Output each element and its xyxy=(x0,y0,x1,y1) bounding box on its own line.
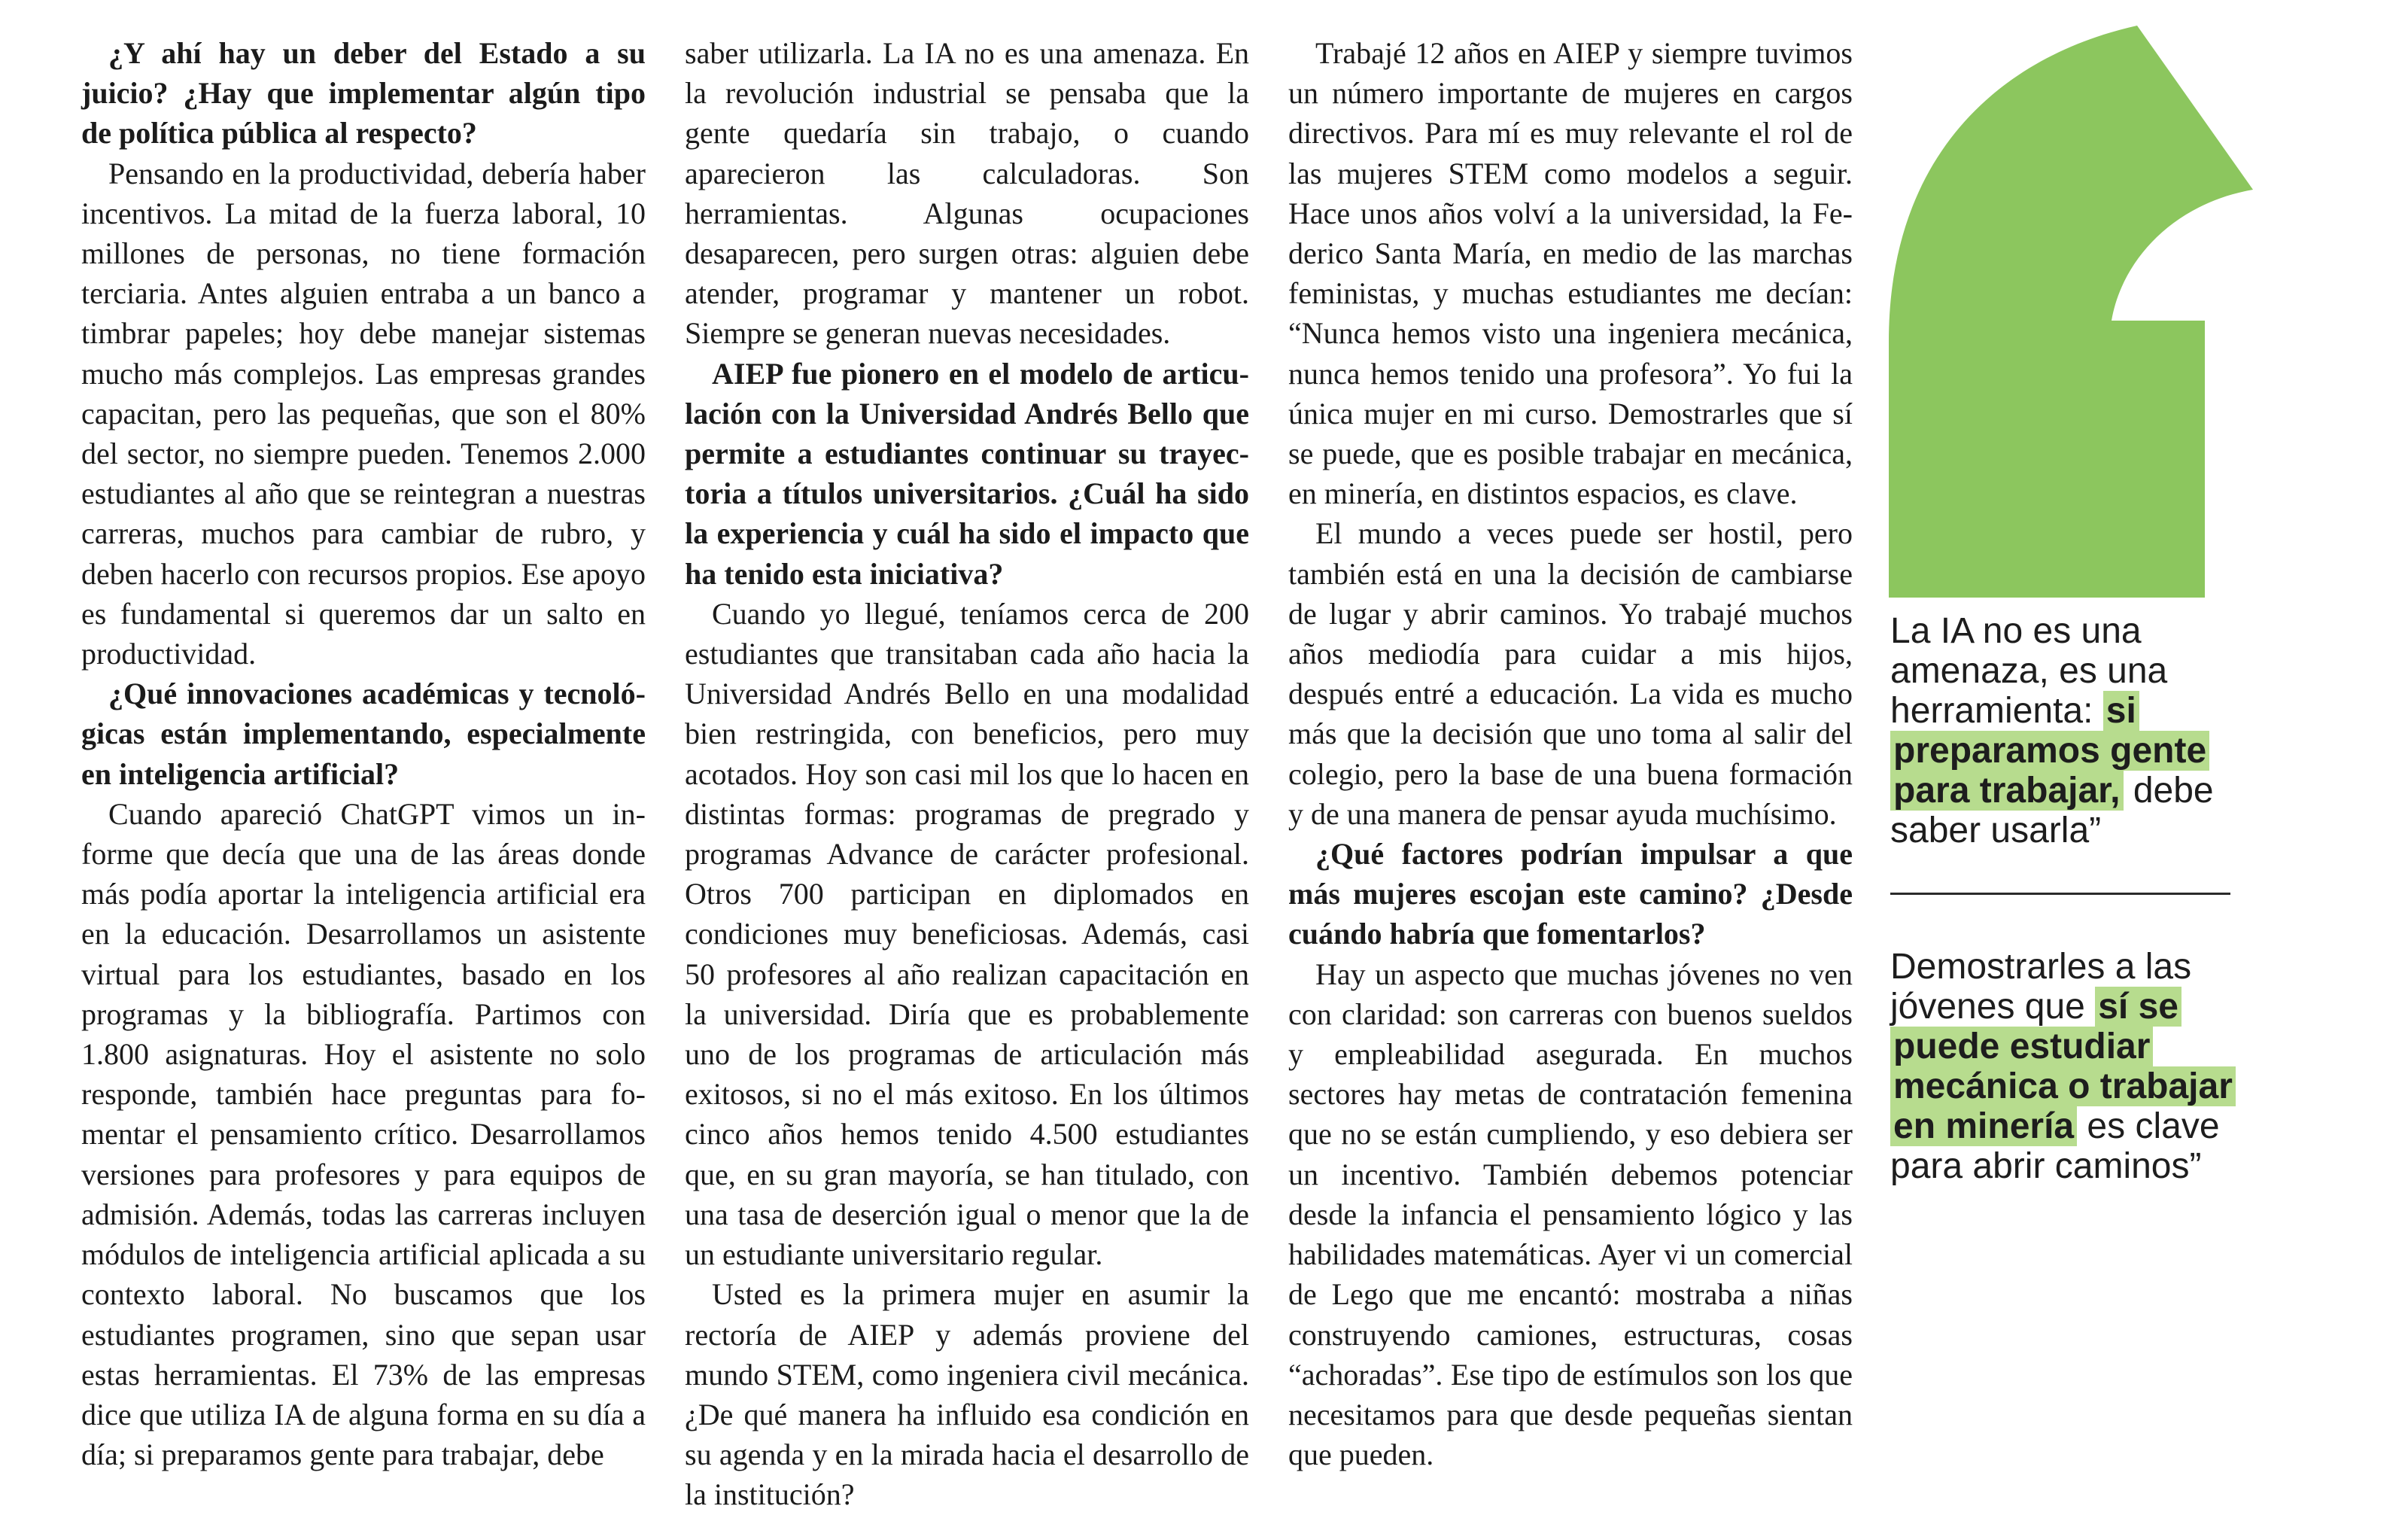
continued-paragraph: saber utilizarla. La IA no es una amenaza. En la revolución industrial se pensaba que la gente quedaría sin trabajo, o cuando aparecieron las calculadoras. Son herramientas. Algunas ocupaciones desaparecen, pero surgen otras: alguien debe atender, programar y mantener un robot. Siempre se generan nuevas necesidades. xyxy=(685,36,1249,351)
article-column-1 xyxy=(81,33,646,1478)
pull-quote-1-highlight: si preparamos gente para trabajar, xyxy=(1890,691,2209,811)
question-paragraph: AIEP fue pionero en el modelo de articulación con la Universidad Andrés Bello que permite a estudiantes continuar su trayectoria a títulos universitarios. ¿Cuál ha sido la experiencia y cuál ha sido el impacto que ha tenido esta iniciativa? xyxy=(685,356,1249,591)
opening-quote-icon xyxy=(1889,26,2258,598)
article-column-2 xyxy=(685,33,1249,1512)
pull-quote-2-ending: es clave para abrir caminos” xyxy=(1890,1106,2220,1186)
pull-quote-1-text: La IA no es una amenaza, es una herramienta: xyxy=(1890,611,2168,731)
answer-paragraph: El mundo a veces puede ser hostil, pero también está en una la decisión de cambiarse de lugar y abrir caminos. Yo trabajé muchos años mediodía para cuidar a mis hijos, después entré a educación. La vida es mucho más que la decisión que uno toma al salir del colegio, pero la base de una buena formación y de una manera de pensar ayuda muchísimo. xyxy=(1288,516,1853,831)
question-paragraph: ¿Qué innovaciones académicas y tecnológicas están implementando, especialmente en inteligencia artificial? xyxy=(81,677,646,791)
answer-paragraph: Hay un aspecto que muchas jóvenes no ven con claridad: son carreras con buenos sueldos y empleabilidad asegurada. En muchos sectores hay metas de contratación femenina que no se están cumpliendo, y eso debiera ser un incentivo. También debemos potenciar desde la infancia el pensamiento lógico y las habilidades matemáticas. Ayer vi un comercial de Lego que me encantó: mostraba a niñas construyendo camiones, estructuras, cosas “achoradas”. Ese tipo de estímulos son los que necesitamos para que desde pequeñas sientan que pueden. xyxy=(1288,957,1853,1472)
pull-quote-2-highlight: sí se puede estudiar mecánica o trabajar en minería xyxy=(1890,987,2236,1146)
question-paragraph: Usted es la primera mujer en asumir la rectoría de AIEP y además proviene del mundo STEM, como ingeniera civil mecánica. ¿De qué manera ha influido esa condición en su agenda y en la mirada hacia el desarrollo de la institución? xyxy=(685,1277,1249,1512)
pull-quote-1-ending: debe saber usarla” xyxy=(1890,771,2214,850)
pull-quote-2 xyxy=(1890,947,2282,1186)
question-paragraph: ¿Y ahí hay un deber del Estado a su juicio? ¿Hay que implementar algún tipo de política pública al respecto? xyxy=(81,36,646,151)
answer-paragraph: Cuando yo llegué, teníamos cerca de 200 estudiantes que transitaban cada año hacia la Universidad Andrés Bello en una modalidad bien restringida, con beneficios, pero muy acotados. Hoy son casi mil los que lo hacen en distintas formas: programas de pregrado y programas Advance de carácter profesional. Otros 700 participan en diplomados en condiciones muy beneficiosas. Además, casi 50 profesores al año realizan capacitación en la universidad. Diría que es probablemente uno de los programas de articulación más exitosos, si no el más exitoso. En los últimos cinco años hemos tenido 4.500 estudiantes que, en su gran mayoría, se han titulado, con una tasa de deserción igual o menor que la de un estudiante universitario regular. xyxy=(685,596,1249,1272)
pull-quote-divider xyxy=(1890,893,2230,895)
pull-quote-1 xyxy=(1890,611,2282,850)
article-column-3 xyxy=(1288,33,1853,1478)
answer-paragraph: Pensando en la productividad, debería haber incentivos. La mitad de la fuerza laboral, 10 millones de personas, no tiene formación terciaria. Antes alguien entraba a un banco a timbrar papeles; hoy debe manejar sistemas mucho más complejos. Las empresas grandes capacitan, pero las pequeñas, que son el 80% del sector, no siempre pueden. Tenemos 2.000 estudiantes al año que se reintegran a nuestras carreras, muchos para cambiar de rubro, y deben hacerlo con recursos propios. Ese apoyo es fundamental si queremos dar un salto en productividad. xyxy=(81,156,646,671)
answer-paragraph: Cuando apareció ChatGPT vimos un informe que decía que una de las áreas donde más podía aportar la inteligencia artificial era en la educación. Desarrollamos un asistente virtual para los estudiantes, basado en los programas y la bibliografía. Partimos con 1.800 asignaturas. Hoy el asistente no solo responde, también hace preguntas para fomentar el pensamiento crítico. Desarrollamos versiones para profesores y para equipos de admisión. Además, todas las carreras incluyen módulos de inteligencia artificial aplicada a su contexto laboral. No buscamos que los estudiantes programen, sino que sepan usar estas herramientas. El 73% de las empresas dice que utiliza IA de alguna forma en su día a día; si preparamos gente para trabajar, debe xyxy=(81,796,646,1472)
answer-paragraph: Trabajé 12 años en AIEP y siempre tuvimos un número importante de mujeres en cargos directivos. Para mí es muy relevante el rol de las mujeres STEM como modelos a seguir. Hace unos años volví a la universidad, la Federico Santa María, en medio de las marchas feministas, y muchas estudiantes me decían: “Nunca hemos visto una ingeniera mecánica, nunca hemos tenido una profesora”. Yo fui la única mujer en mi curso. Demostrarles que sí se puede, que es posible trabajar en mecánica, en minería, en distintos espacios, es clave. xyxy=(1288,36,1853,511)
question-paragraph: ¿Qué factores podrían impulsar a que más mujeres escojan este camino? ¿Desde cuándo habría que fomentarlos? xyxy=(1288,837,1853,951)
pull-quote-2-text: Demostrarles a las jóvenes que xyxy=(1890,947,2192,1027)
